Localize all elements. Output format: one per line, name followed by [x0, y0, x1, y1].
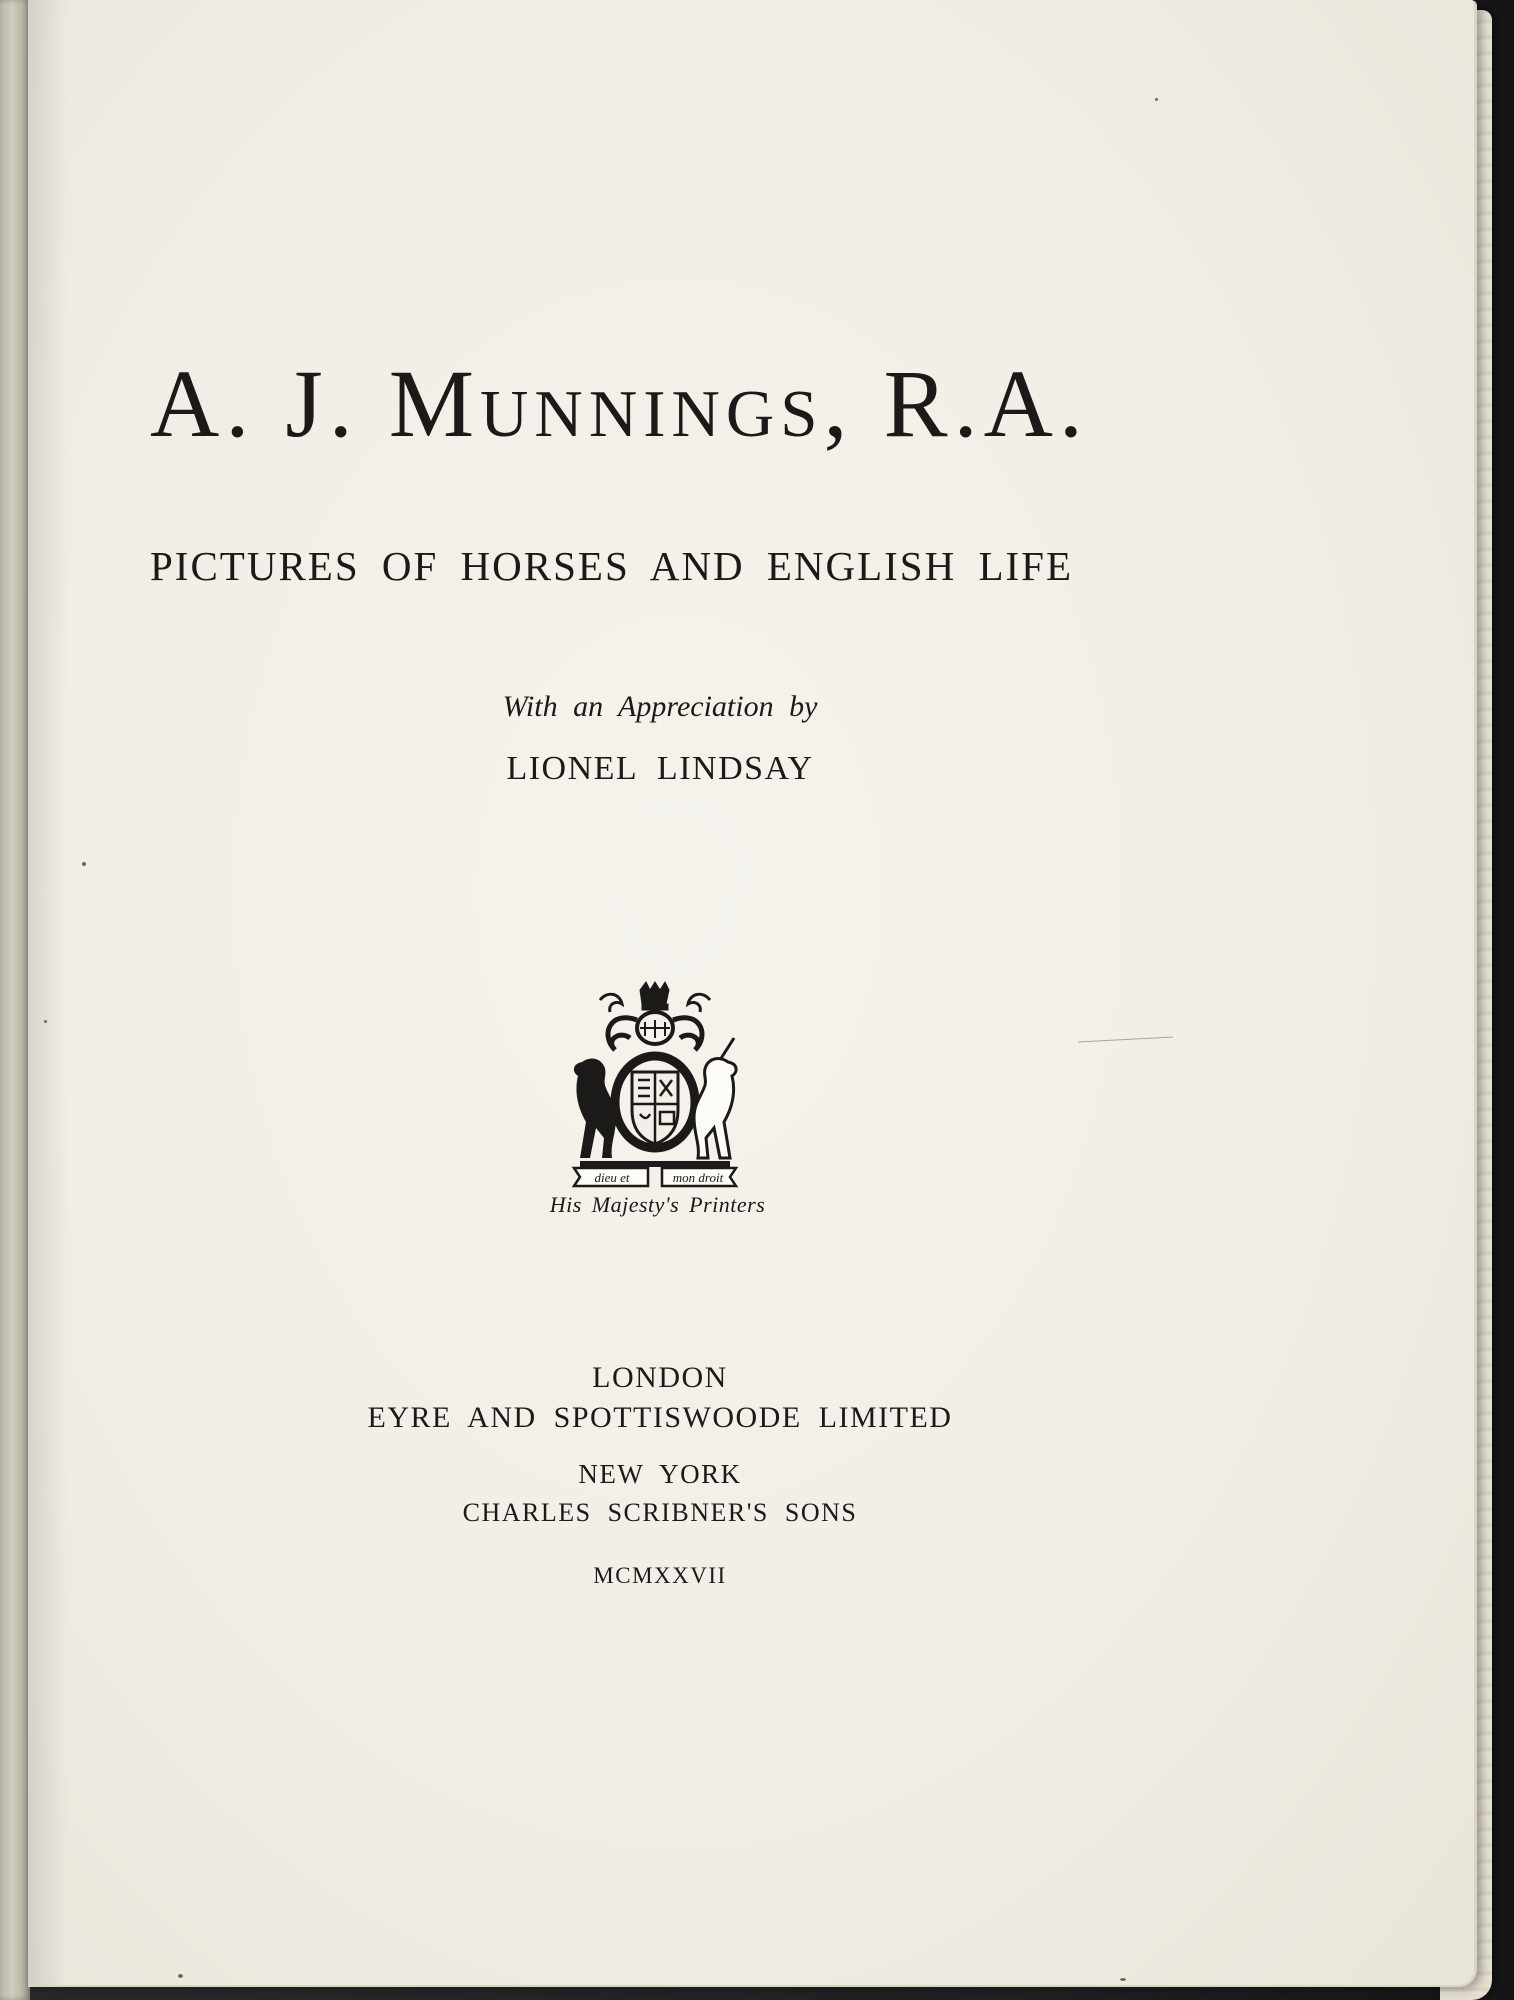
motto-right: mon droit	[672, 1170, 724, 1185]
imprint-publisher-primary: EYRE AND SPOTTISWOODE LIMITED	[367, 1401, 953, 1434]
publication-year: MCMXXVII	[593, 1563, 727, 1588]
imprint-city-secondary: NEW YORK	[578, 1459, 742, 1489]
paper-speck	[1155, 98, 1158, 101]
imprint-city-primary: LONDON	[592, 1361, 728, 1394]
author-name: LIONEL LINDSAY	[506, 750, 814, 787]
book-subtitle: PICTURES OF HORSES AND ENGLISH LIFE	[150, 543, 1074, 589]
imprint-publisher-secondary: CHARLES SCRIBNER'S SONS	[462, 1498, 858, 1527]
paper-speck	[1120, 1978, 1126, 1981]
royal-coat-of-arms-icon	[560, 980, 750, 1190]
paper-speck	[178, 1974, 183, 1978]
paper-speck	[44, 1020, 47, 1023]
paper-speck	[82, 862, 86, 866]
title-page	[28, 0, 1477, 1987]
gutter-shadow	[28, 0, 68, 1985]
motto-left: dieu et	[594, 1170, 630, 1185]
printers-caption: His Majesty's Printers	[549, 1192, 766, 1217]
appreciation-line: With an Appreciation by	[502, 690, 818, 723]
book-title: A. J. Munnings, R.A.	[150, 350, 1089, 457]
book-spine-edge	[0, 0, 30, 2000]
